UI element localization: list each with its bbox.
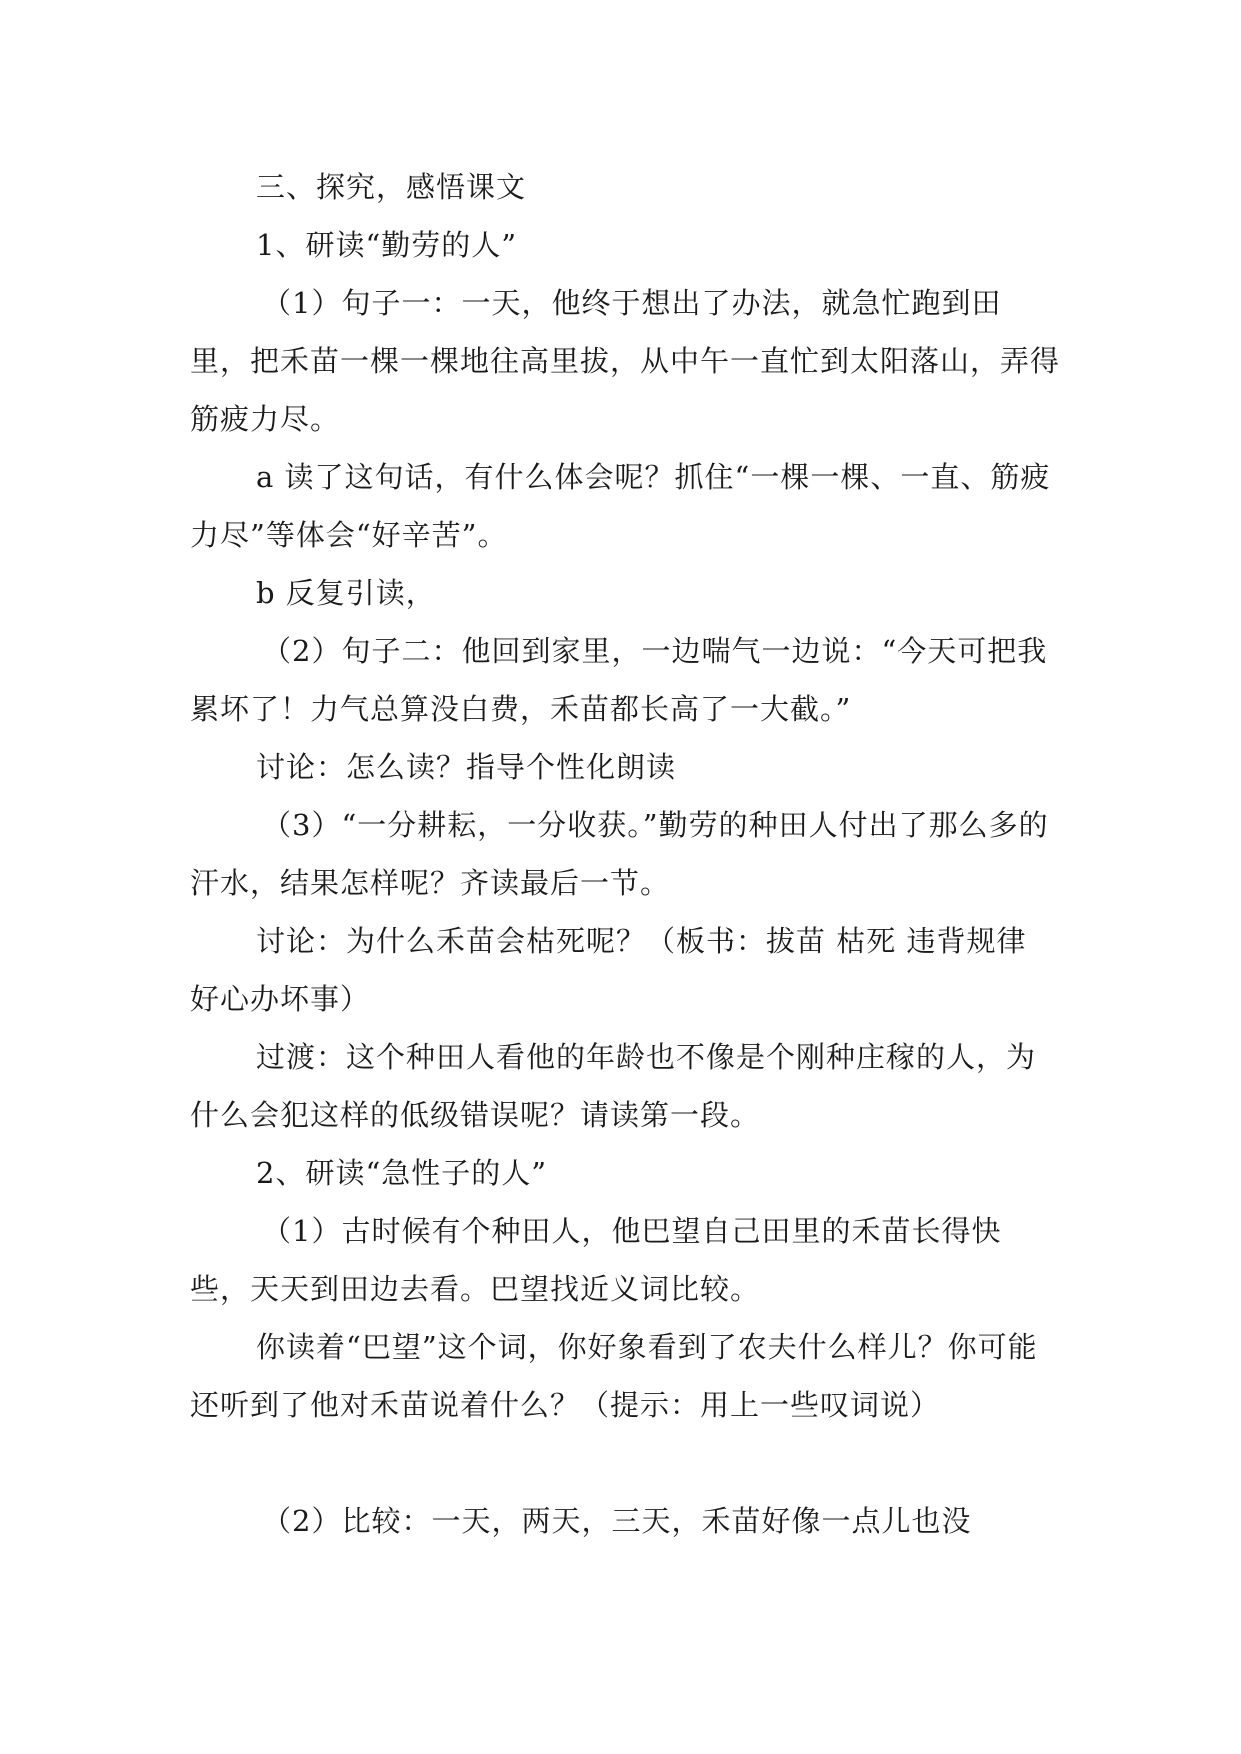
paragraph-bawang: 你读着“巴望”这个词，你好象看到了农夫什么样儿？你可能还听到了他对禾苗说着什么？（提示：用上一些叹词说） <box>190 1330 1038 1422</box>
paragraph-sentence-one: （1）句子一：一天，他终于想出了办法，就急忙跑到田里，把禾苗一棵一棵地往高里拔，从中午一直忙到太阳落山，弄得筋疲力尽。 <box>190 286 1061 436</box>
paragraph-transition: 过渡：这个种田人看他的年龄也不像是个刚种庄稼的人，为什么会犯这样的低级错误呢？请读第一段。 <box>190 1040 1037 1132</box>
paragraph-comparison: （2）比较：一天，两天，三天，禾苗好像一点儿也没 <box>262 1504 972 1538</box>
subsection-heading-1: 1、研读“勤劳的人” <box>256 228 518 262</box>
paragraph-sentence-two: （2）句子二：他回到家里，一边喘气一边说：“今天可把我累坏了！力气总算没白费，禾苗都长高了一大截。” <box>190 634 1048 726</box>
paragraph-ancient-farmer: （1）古时候有个种田人，他巴望自己田里的禾苗长得快些，天天到田边去看。巴望找近义词比较。 <box>190 1214 1002 1306</box>
paragraph-sentence-three: （3）“一分耕耘，一分收获。”勤劳的种田人付出了那么多的汗水，结果怎样呢？齐读最后一节。 <box>190 808 1049 900</box>
paragraph-discussion-2: 讨论：为什么禾苗会枯死呢？（板书：拔苗 枯死 违背规律 好心办坏事） <box>190 924 1027 1016</box>
paragraph-discussion-1: 讨论：怎么读？指导个性化朗读 <box>256 750 677 784</box>
subsection-heading-2: 2、研读“急性子的人” <box>256 1156 548 1190</box>
paragraph-point-a: a 读了这句话，有什么体会呢？抓住“一棵一棵、一直、筋疲力尽”等体会“好辛苦”。 <box>190 460 1051 552</box>
section-heading: 三、探究，感悟课文 <box>256 170 527 204</box>
paragraph-point-b: b 反复引读， <box>256 576 436 610</box>
